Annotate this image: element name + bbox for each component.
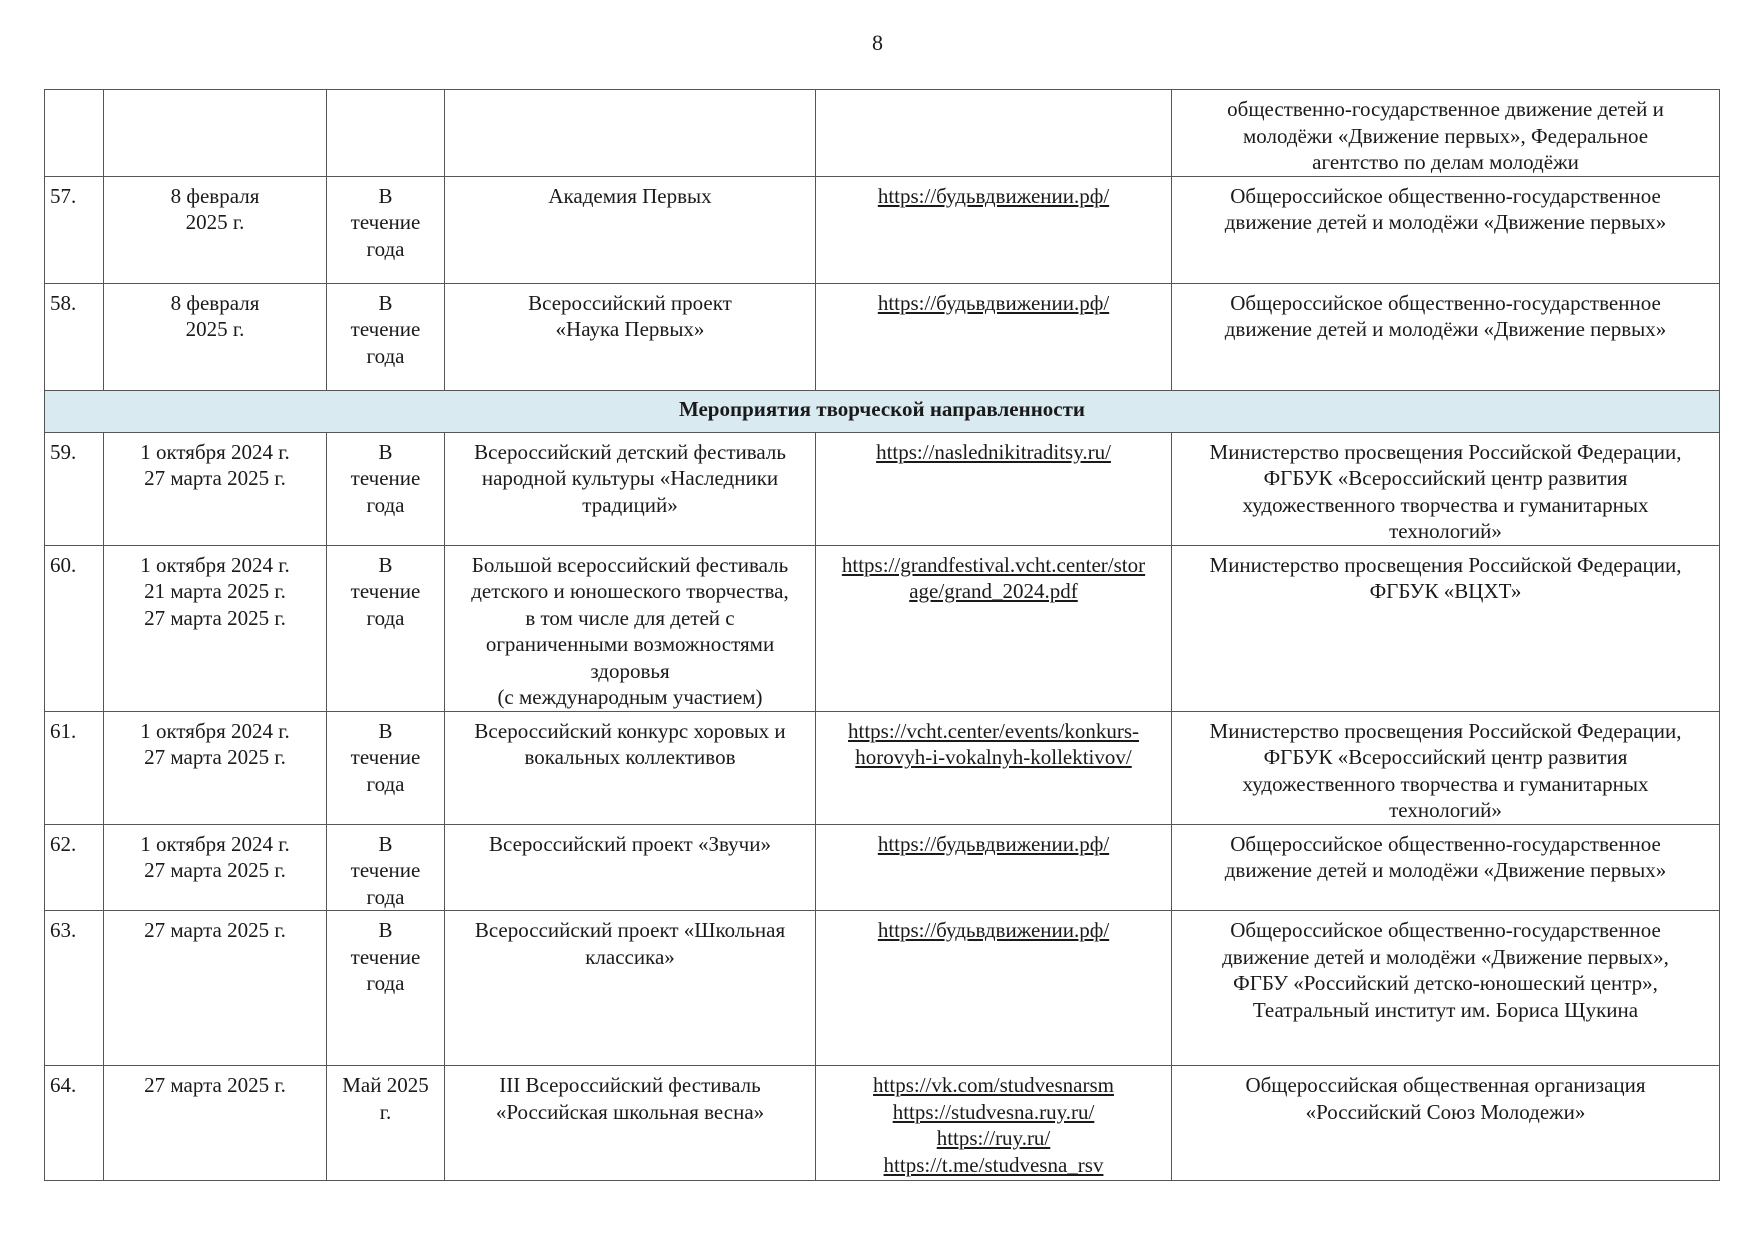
cell-line: движение детей и молодёжи «Движение первых», bbox=[1222, 944, 1669, 969]
event-organizers bbox=[1172, 911, 1720, 1066]
event-organizers bbox=[1172, 1066, 1720, 1181]
row-number: 63. bbox=[45, 911, 104, 1066]
row-number: 59. bbox=[45, 432, 104, 545]
cell-line: В bbox=[378, 439, 393, 464]
event-organizers bbox=[1172, 283, 1720, 390]
event-links bbox=[816, 283, 1172, 390]
event-links bbox=[816, 911, 1172, 1066]
cell-line: детского и юношеского творчества, bbox=[471, 579, 789, 603]
event-link[interactable]: https://будьвдвижении.рф/ bbox=[877, 831, 1110, 856]
cell-line: течение bbox=[350, 317, 421, 341]
cell-line: Общероссийская общественная организация bbox=[1245, 1073, 1646, 1097]
cell-line: В bbox=[378, 831, 393, 856]
event-period bbox=[327, 432, 445, 545]
cell-line: года bbox=[366, 771, 405, 796]
cell-line: Министерство просвещения Российской Федерации, bbox=[1209, 439, 1682, 464]
cell-line: г. bbox=[379, 1099, 392, 1124]
cell-line: Май 2025 bbox=[342, 1073, 429, 1097]
event-link[interactable]: age/grand_2024.pdf bbox=[909, 579, 1078, 603]
event-link[interactable]: https://naslednikitraditsy.ru/ bbox=[876, 439, 1111, 464]
cell-line: года bbox=[366, 605, 405, 630]
table-row bbox=[45, 545, 1720, 711]
table-row bbox=[45, 1066, 1720, 1181]
event-organizers bbox=[1172, 432, 1720, 545]
event-link[interactable]: https://grandfestival.vcht.center/stor bbox=[841, 552, 1146, 577]
cell-line: здоровья bbox=[590, 658, 670, 683]
cell-line: 8 февраля bbox=[170, 183, 260, 208]
event-links bbox=[816, 1066, 1172, 1181]
cell-line: Всероссийский проект «Школьная bbox=[474, 918, 786, 942]
event-name bbox=[445, 283, 816, 390]
cell-line: Театральный институт им. Бориса Щукина bbox=[1252, 997, 1639, 1022]
cell-line: 27 марта 2025 г. bbox=[144, 918, 286, 942]
row-number: 58. bbox=[45, 283, 104, 390]
event-period bbox=[327, 545, 445, 711]
cell-line: года bbox=[366, 343, 405, 368]
cell-line: молодёжи «Движение первых», Федеральное bbox=[1242, 123, 1649, 148]
event-link[interactable]: https://studvesna.ruy.ru/ bbox=[892, 1099, 1095, 1124]
cell-line: ФГБУ «Российский детско-юношеский центр», bbox=[1233, 971, 1658, 995]
event-name bbox=[445, 432, 816, 545]
section-header-group bbox=[45, 390, 1720, 432]
cell-line: года bbox=[366, 236, 405, 261]
row-number: 57. bbox=[45, 176, 104, 283]
cell-line: общественно-государственное движение детей и bbox=[1227, 97, 1664, 121]
cell-line: В bbox=[378, 552, 393, 577]
event-link[interactable]: https://будьвдвижении.рф/ bbox=[877, 290, 1110, 315]
table-body-top bbox=[45, 90, 1720, 391]
cell-line: 1 октября 2024 г. bbox=[140, 552, 290, 577]
event-period bbox=[327, 911, 445, 1066]
cell-line: Всероссийский конкурс хоровых и bbox=[474, 718, 786, 743]
event-name bbox=[445, 90, 816, 177]
event-dates bbox=[104, 824, 327, 911]
cell-line: классика» bbox=[585, 944, 675, 969]
event-link[interactable]: https://будьвдвижении.рф/ bbox=[877, 183, 1110, 208]
event-dates bbox=[104, 432, 327, 545]
page-number: 8 bbox=[872, 30, 883, 55]
cell-line: течение bbox=[350, 210, 421, 234]
section-header-row bbox=[45, 390, 1720, 432]
table-body-bottom bbox=[45, 432, 1720, 1181]
event-organizers bbox=[1172, 90, 1720, 177]
table-row bbox=[45, 911, 1720, 1066]
event-organizers bbox=[1172, 176, 1720, 283]
cell-line: В bbox=[378, 290, 393, 315]
cell-line: Общероссийское общественно-государственное bbox=[1230, 831, 1661, 856]
cell-line: Министерство просвещения Российской Федерации, bbox=[1209, 718, 1682, 743]
cell-line: движение детей и молодёжи «Движение первых» bbox=[1224, 210, 1667, 234]
cell-line: Всероссийский проект «Звучи» bbox=[489, 831, 771, 856]
event-period bbox=[327, 711, 445, 824]
cell-line: 2025 г. bbox=[185, 210, 245, 234]
event-organizers bbox=[1172, 545, 1720, 711]
table-row bbox=[45, 283, 1720, 390]
cell-line: В bbox=[378, 718, 393, 743]
cell-line: художественного творчества и гуманитарных bbox=[1242, 771, 1649, 796]
event-dates bbox=[104, 545, 327, 711]
event-links bbox=[816, 90, 1172, 177]
event-name bbox=[445, 711, 816, 824]
cell-line: В bbox=[378, 183, 393, 208]
table-row bbox=[45, 90, 1720, 177]
cell-line: года bbox=[366, 884, 405, 909]
cell-line: вокальных коллективов bbox=[524, 745, 736, 769]
cell-line: 1 октября 2024 г. bbox=[140, 831, 290, 856]
cell-line: «Российский Союз Молодежи» bbox=[1305, 1099, 1586, 1124]
table-row bbox=[45, 824, 1720, 911]
cell-line: агентство по делам молодёжи bbox=[1312, 150, 1579, 174]
event-link[interactable]: https://ruy.ru/ bbox=[936, 1126, 1051, 1150]
event-link[interactable]: https://t.me/studvesna_rsv bbox=[883, 1152, 1104, 1177]
cell-line: 2025 г. bbox=[185, 317, 245, 341]
cell-line: Всероссийский детский фестиваль bbox=[474, 439, 786, 464]
event-period bbox=[327, 176, 445, 283]
cell-line: 27 марта 2025 г. bbox=[144, 605, 286, 630]
cell-line: 27 марта 2025 г. bbox=[144, 466, 286, 490]
event-period bbox=[327, 1066, 445, 1181]
event-name bbox=[445, 545, 816, 711]
cell-line: в том числе для детей с bbox=[525, 605, 735, 630]
event-dates bbox=[104, 176, 327, 283]
event-period bbox=[327, 824, 445, 911]
cell-line: Большой всероссийский фестиваль bbox=[471, 552, 789, 577]
cell-line: ФГБУК «Всероссийский центр развития bbox=[1263, 745, 1628, 769]
cell-line: художественного творчества и гуманитарных bbox=[1242, 492, 1649, 517]
event-name bbox=[445, 1066, 816, 1181]
cell-line: «Российская школьная весна» bbox=[495, 1099, 765, 1124]
row-number: 62. bbox=[45, 824, 104, 911]
cell-line: 27 марта 2025 г. bbox=[144, 858, 286, 882]
cell-line: технологий» bbox=[1389, 798, 1502, 822]
event-links bbox=[816, 545, 1172, 711]
event-dates bbox=[104, 90, 327, 177]
table-row bbox=[45, 711, 1720, 824]
cell-line: В bbox=[378, 918, 393, 942]
cell-line: движение детей и молодёжи «Движение первых» bbox=[1224, 317, 1667, 341]
event-name bbox=[445, 176, 816, 283]
table-row bbox=[45, 432, 1720, 545]
cell-line: течение bbox=[350, 944, 421, 969]
cell-line: движение детей и молодёжи «Движение первых» bbox=[1224, 858, 1667, 882]
section-title: Мероприятия творческой направленности bbox=[45, 390, 1720, 432]
event-name bbox=[445, 911, 816, 1066]
cell-line: Академия Первых bbox=[548, 183, 712, 208]
cell-line: 8 февраля bbox=[170, 290, 260, 315]
event-dates bbox=[104, 283, 327, 390]
cell-line: (с международным участием) bbox=[497, 685, 763, 709]
events-table bbox=[44, 89, 1720, 1181]
cell-line: Общероссийское общественно-государственное bbox=[1230, 290, 1661, 315]
row-number bbox=[45, 90, 104, 177]
cell-line: течение bbox=[350, 858, 421, 882]
event-organizers bbox=[1172, 711, 1720, 824]
cell-line: течение bbox=[350, 745, 421, 769]
cell-line: 1 октября 2024 г. bbox=[140, 439, 290, 464]
event-name bbox=[445, 824, 816, 911]
cell-line: 27 марта 2025 г. bbox=[144, 1073, 286, 1097]
cell-line: традиций» bbox=[582, 492, 678, 517]
cell-line: ФГБУК «ВЦХТ» bbox=[1369, 579, 1522, 603]
row-number: 64. bbox=[45, 1066, 104, 1181]
event-link[interactable]: https://vk.com/studvesnarsm bbox=[873, 1073, 1114, 1097]
event-period bbox=[327, 90, 445, 177]
cell-line: года bbox=[366, 971, 405, 995]
cell-line: 27 марта 2025 г. bbox=[144, 745, 286, 769]
event-link[interactable]: horovyh-i-vokalnyh-kollektivov/ bbox=[855, 745, 1132, 769]
cell-line: течение bbox=[350, 579, 421, 603]
cell-line: технологий» bbox=[1389, 519, 1502, 543]
event-links bbox=[816, 432, 1172, 545]
cell-line: 1 октября 2024 г. bbox=[140, 718, 290, 743]
event-organizers bbox=[1172, 824, 1720, 911]
cell-line: ограниченными возможностями bbox=[485, 632, 775, 656]
event-dates bbox=[104, 1066, 327, 1181]
event-link[interactable]: https://будьвдвижении.рф/ bbox=[877, 918, 1110, 942]
row-number: 60. bbox=[45, 545, 104, 711]
event-dates bbox=[104, 911, 327, 1066]
cell-line: «Наука Первых» bbox=[555, 317, 705, 341]
cell-line: 21 марта 2025 г. bbox=[144, 579, 286, 603]
event-link[interactable]: https://vcht.center/events/konkurs- bbox=[847, 718, 1140, 743]
row-number: 61. bbox=[45, 711, 104, 824]
cell-line: Общероссийское общественно-государственное bbox=[1230, 918, 1661, 942]
cell-line: Министерство просвещения Российской Федерации, bbox=[1209, 552, 1682, 577]
cell-line: года bbox=[366, 492, 405, 517]
cell-line: народной культуры «Наследники bbox=[481, 466, 779, 490]
cell-line: III Всероссийский фестиваль bbox=[499, 1073, 761, 1097]
cell-line: Всероссийский проект bbox=[528, 290, 732, 315]
event-links bbox=[816, 711, 1172, 824]
event-period bbox=[327, 283, 445, 390]
event-dates bbox=[104, 711, 327, 824]
cell-line: течение bbox=[350, 466, 421, 490]
event-links bbox=[816, 824, 1172, 911]
cell-line: ФГБУК «Всероссийский центр развития bbox=[1263, 466, 1628, 490]
cell-line: Общероссийское общественно-государственное bbox=[1230, 183, 1661, 208]
table-row bbox=[45, 176, 1720, 283]
event-links bbox=[816, 176, 1172, 283]
